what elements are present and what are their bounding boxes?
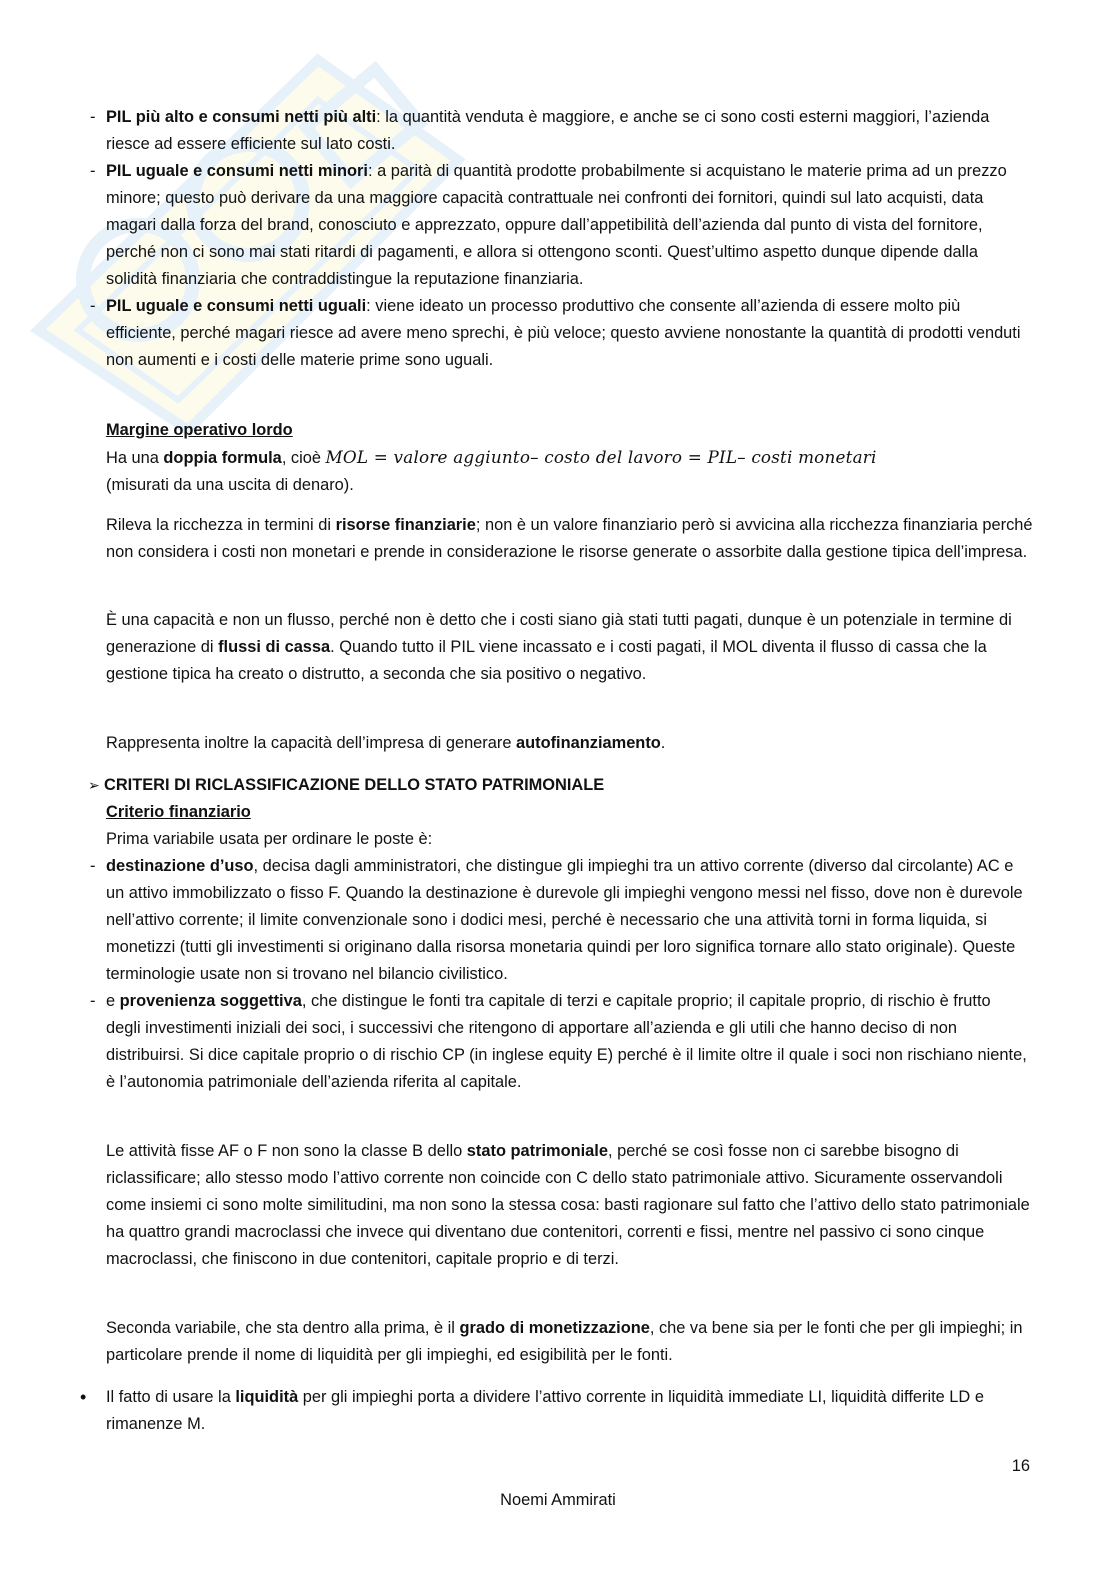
section-heading: Margine operativo lordo [106,421,293,439]
paragraph: È una capacità e non un flusso, perché non è detto che i costi siano già stati tutti pagati, dunque è un potenziale in termine di generazione di flussi di cassa. Quando tutto il PIL viene incassato e i costi pagati, il MOL diventa il flusso di cassa che la gestione tipica ha creato o distrutto, a seconda che sia positivo o negativo. [106,611,1012,683]
footer-author: Noemi Ammirati [500,1491,616,1509]
subsection-heading: Criterio finanziario [106,803,251,821]
paragraph: Seconda variabile, che sta dentro alla prima, è il grado di monetizzazione, che va bene sia per le fonti che per gli impieghi; in particolare prende il nome di liquidità per gli impieghi, ed esigibilità per le fonti. [106,1319,1023,1364]
paragraph: Rappresenta inoltre la capacità dell’impresa di generare autofinanziamento. [106,734,666,752]
page-number: 16 [1011,1457,1030,1475]
criteri-section [88,772,1028,1096]
list-item: • Il fatto di usare la liquidità per gli impieghi porta a dividere l’attivo corrente in liquidità immediate LI, liquidità differite LD e rimanenze M. [88,1384,1028,1438]
list-item: - PIL uguale e consumi netti uguali: viene ideato un processo produttivo che consente all’azienda di essere molto più efficiente, perché magari riesce ad avere meno sprechi, è più veloce; questo avviene nonostante la quantità di prodotti venduti non aumenti e i costi delle materie prime sono uguali. [88,293,1028,374]
list-item: - PIL più alto e consumi netti più alti: la quantità venduta è maggiore, e anche se ci sono costi esterni maggiori, l’azienda riesce ad essere efficiente sul lato costi. [88,104,1028,158]
section-heading: ➢ CRITERI DI RICLASSIFICAZIONE DELLO STATO PATRIMONIALE [88,772,1028,799]
bullet-list [88,1384,1028,1438]
list-item: - PIL uguale e consumi netti minori: a parità di quantità prodotte probabilmente si acquistano le materie prima ad un prezzo minore; questo può derivare da una maggiore capacità contrattuale nei confronti dei fornitori, quindi sul lato acquisti, data magari dalla forza del brand, conosciuto e apprezzato, oppure dall’appetibilità dell’azienda dal punto di vista del fornitore, perché non ci sono mai stati ritardi di pagamenti, e allora si ottengono sconti. Quest’ultimo aspetto dunque dipende dalla solidità finanziaria che contraddistingue la reputazione finanziaria. [88,158,1028,293]
mol-section [88,417,1046,499]
paragraph: Le attività fisse AF o F non sono la classe B dello stato patrimoniale, perché se così fosse non ci sarebbe bisogno di riclassificare; allo stesso modo l’attivo corrente non coincide con C dello stato patrimoniale attivo. Sicuramente osservandoli come insiemi ci sono molte similitudini, ma non sono la stessa cosa: basti ragionare sul fatto che l’attivo dello stato patrimoniale ha quattro grandi macroclassi che invece qui diventano due contenitori, correnti e fissi, mentre nel passivo ci sono cinque macroclassi, che finiscono in due contenitori, capitale proprio e di terzi. [106,1142,1030,1268]
arrow-head-icon: ➢ [88,777,100,793]
formula-paragraph: Ha una doppia formula, cioè MOL = valore aggiunto– costo del lavoro = PIL– costi monetari (misurati da una uscita di denaro). [106,447,877,494]
mol-formula: MOL = valore aggiunto– costo del lavoro = PIL– costi monetari [325,447,877,467]
comparison-list [88,104,1028,374]
list-item: - destinazione d’uso, decisa dagli amministratori, che distingue gli impieghi tra un attivo corrente (diverso dal circolante) AC e un attivo immobilizzato o fisso F. Quando la destinazione è durevole gli impieghi vengono messi nel fisso, dove non è durevole nell’attivo corrente; il limite convenzionale sono i dodici mesi, perché è necessario che una attività torni in forma liquida, si monetizzi (tutti gli investimenti si originano dalla risorsa monetaria quindi per loro significa tornare allo stato originale). Queste terminologie usate non si trovano nel bilancio civilistico. [88,853,1028,988]
intro-text: Prima variabile usata per ordinare le poste è: [106,830,433,848]
paragraph: Rileva la ricchezza in termini di risorse finanziarie; non è un valore finanziario però si avvicina alla ricchezza finanziaria perché non considera i costi non monetari e prende in considerazione le risorse generate o assorbite dalla gestione tipica dell’impresa. [106,516,1033,561]
list-item: - e provenienza soggettiva, che distingue le fonti tra capitale di terzi e capitale proprio; il capitale proprio, di rischio è frutto degli investimenti iniziali dei soci, i successivi che ritengono di apportare all’azienda e gli utili che hanno deciso di non distribuirsi. Si dice capitale proprio o di rischio CP (in inglese equity E) perché è il limite oltre il quale i soci non rischiano niente, è l’autonomia patrimoniale dell’azienda riferita al capitale. [88,988,1028,1096]
